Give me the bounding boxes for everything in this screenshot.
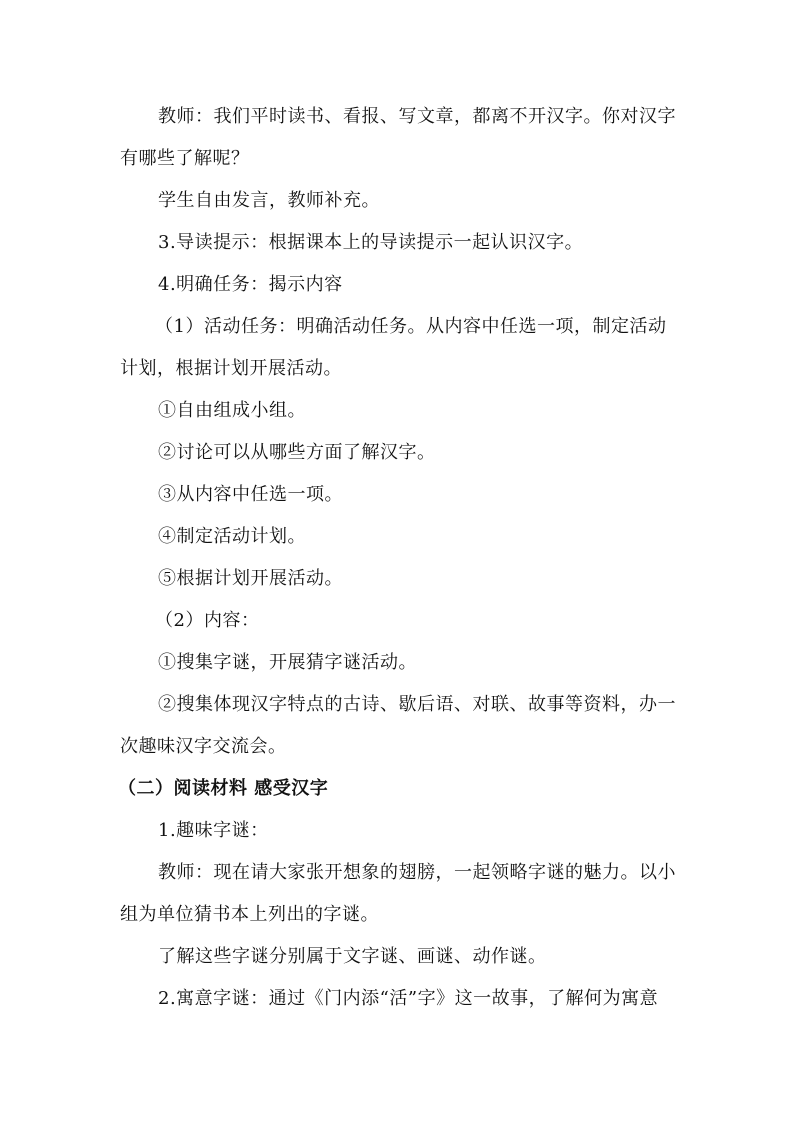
paragraph-line: 教师：我们平时读书、看报、写文章，都离不开汉字。你对汉字 <box>158 106 676 127</box>
paragraph-line: 教师：现在请大家张开想象的翅膀，一起领略字谜的魅力。以小 <box>158 862 676 883</box>
paragraph-line: 3.导读提示：根据课本上的导读提示一起认识汉字。 <box>158 232 584 253</box>
paragraph-line: 4.明确任务：揭示内容 <box>158 274 343 295</box>
paragraph-line: 计划，根据计划开展活动。 <box>120 358 342 379</box>
paragraph-line: （2）内容： <box>155 610 260 631</box>
paragraph-line: 有哪些了解呢？ <box>120 148 250 169</box>
list-item: ②搜集体现汉字特点的古诗、歇后语、对联、故事等资料，办一 <box>158 694 676 715</box>
paragraph-line: 学生自由发言，教师补充。 <box>158 190 380 211</box>
paragraph-line: 1.趣味字谜： <box>158 820 269 841</box>
paragraph-line: 了解这些字谜分别属于文字谜、画谜、动作谜。 <box>158 946 547 967</box>
list-item: ⑤根据计划开展活动。 <box>158 568 343 589</box>
list-item: ②讨论可以从哪些方面了解汉字。 <box>158 442 436 463</box>
paragraph-line: 2.寓意字谜：通过《门内添“活”字》这一故事，了解何为寓意 <box>158 988 659 1009</box>
list-item: ①搜集字谜，开展猜字谜活动。 <box>158 652 417 673</box>
list-item: ④制定活动计划。 <box>158 526 306 547</box>
list-item: ①自由组成小组。 <box>158 400 306 421</box>
paragraph-line: 组为单位猜书本上列出的字谜。 <box>120 904 379 925</box>
paragraph-line: （1）活动任务：明确活动任务。从内容中任选一项，制定活动 <box>155 316 667 337</box>
list-item: ③从内容中任选一项。 <box>158 484 343 505</box>
section-heading: （二）阅读材料 感受汉字 <box>118 778 329 799</box>
paragraph-line: 次趣味汉字交流会。 <box>120 736 287 757</box>
